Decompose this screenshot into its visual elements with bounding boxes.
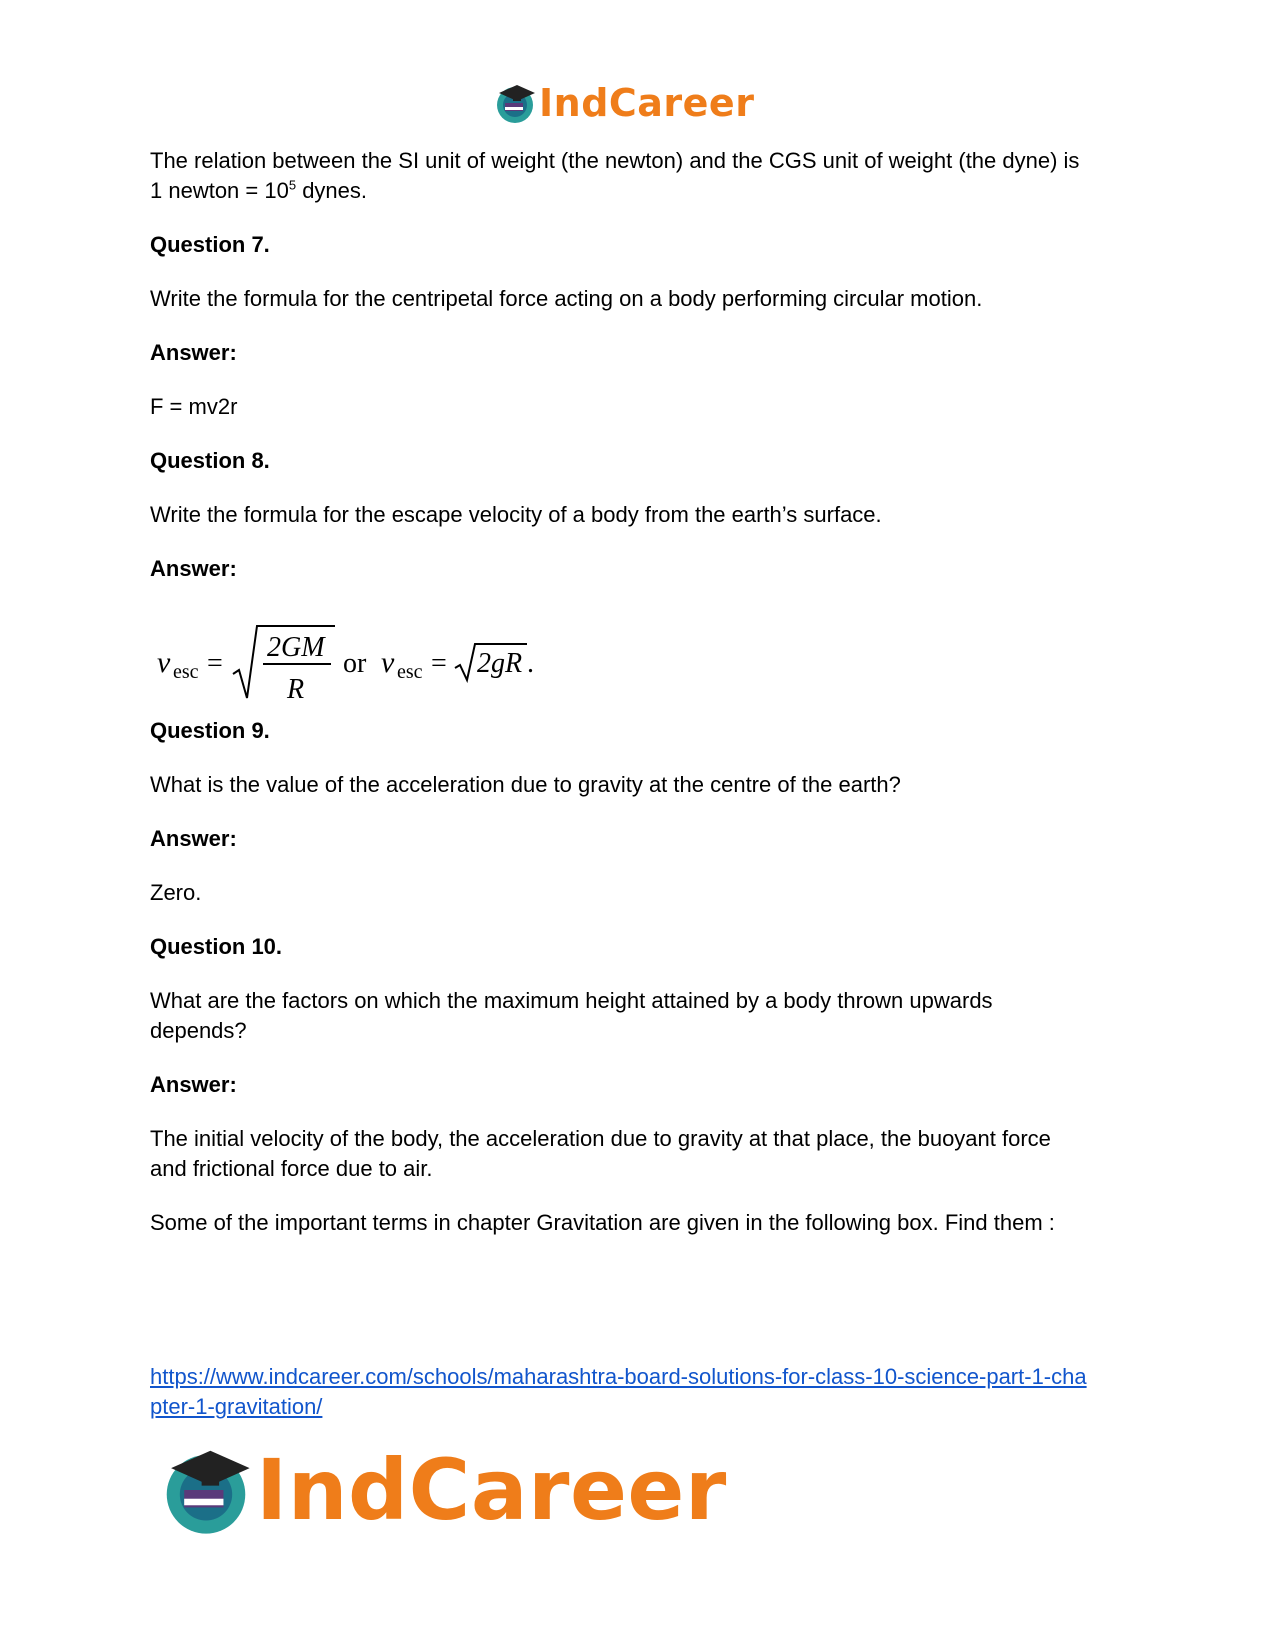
- formula-v-2: v: [381, 646, 395, 679]
- question-10-answer-line-1: The initial velocity of the body, the acceleration due to gravity at that place, the buoyant force: [150, 1126, 1051, 1151]
- footer-brand-name: IndCareer: [256, 1441, 727, 1539]
- graduation-globe-icon: [493, 81, 537, 125]
- question-8-text: Write the formula for the escape velocity of a body from the earth’s surface.: [150, 502, 882, 527]
- question-9-text: What is the value of the acceleration due to gravity at the centre of the earth?: [150, 772, 901, 797]
- formula-or: or: [343, 648, 367, 679]
- question-8-answer-label: Answer:: [150, 556, 237, 581]
- source-link[interactable]: [150, 1362, 1140, 1422]
- intro-line-2-prefix: 1 newton = 10: [150, 178, 289, 203]
- question-7-answer-label: Answer:: [150, 340, 237, 365]
- question-10-text-line-1: What are the factors on which the maximum height attained by a body thrown upwards: [150, 988, 993, 1013]
- question-10-text-line-2: depends?: [150, 1018, 247, 1043]
- source-link-line-1[interactable]: https://www.indcareer.com/schools/maharashtra-board-solutions-for-class-10-science-part-1-cha: [150, 1364, 1087, 1389]
- question-10-title: Question 10.: [150, 934, 283, 959]
- graduation-globe-icon: [158, 1442, 254, 1538]
- formula-esc-2: esc: [397, 661, 423, 683]
- formula-v-1: v: [157, 646, 171, 679]
- question-7-text: Write the formula for the centripetal force acting on a body performing circular motion.: [150, 286, 983, 311]
- question-9-answer-label: Answer:: [150, 826, 237, 851]
- header-logo: [493, 78, 754, 128]
- question-9-title: Question 9.: [150, 718, 270, 743]
- question-8-title: Question 8.: [150, 448, 270, 473]
- formula-rhs: 2gR: [477, 648, 523, 679]
- footer-logo: [158, 1440, 727, 1540]
- intro-line-1: The relation between the SI unit of weight (the newton) and the CGS unit of weight (the dyne) is: [150, 148, 1080, 173]
- escape-velocity-formula: [155, 620, 555, 710]
- formula-eq-2: =: [431, 648, 447, 679]
- intro-line-2: [150, 176, 1130, 206]
- formula-eq-1: =: [207, 648, 223, 679]
- question-10-answer-label: Answer:: [150, 1072, 237, 1097]
- formula-numerator: 2GM: [267, 632, 325, 663]
- question-7-answer: F = mv2r: [150, 394, 238, 419]
- question-10-answer-line-2: and frictional force due to air.: [150, 1156, 433, 1181]
- question-7-title: Question 7.: [150, 232, 270, 257]
- exponent: 5: [288, 177, 297, 193]
- formula-esc-1: esc: [173, 661, 199, 683]
- formula-denominator: R: [287, 674, 305, 705]
- question-9-answer: Zero.: [150, 880, 202, 905]
- brand-name: IndCareer: [539, 81, 755, 125]
- closing-paragraph: Some of the important terms in chapter Gravitation are given in the following box. Find them :: [150, 1210, 1055, 1235]
- formula-period: .: [527, 648, 534, 679]
- source-link-line-2[interactable]: pter-1-gravitation/: [150, 1394, 323, 1419]
- intro-line-2-suffix: dynes.: [296, 178, 368, 203]
